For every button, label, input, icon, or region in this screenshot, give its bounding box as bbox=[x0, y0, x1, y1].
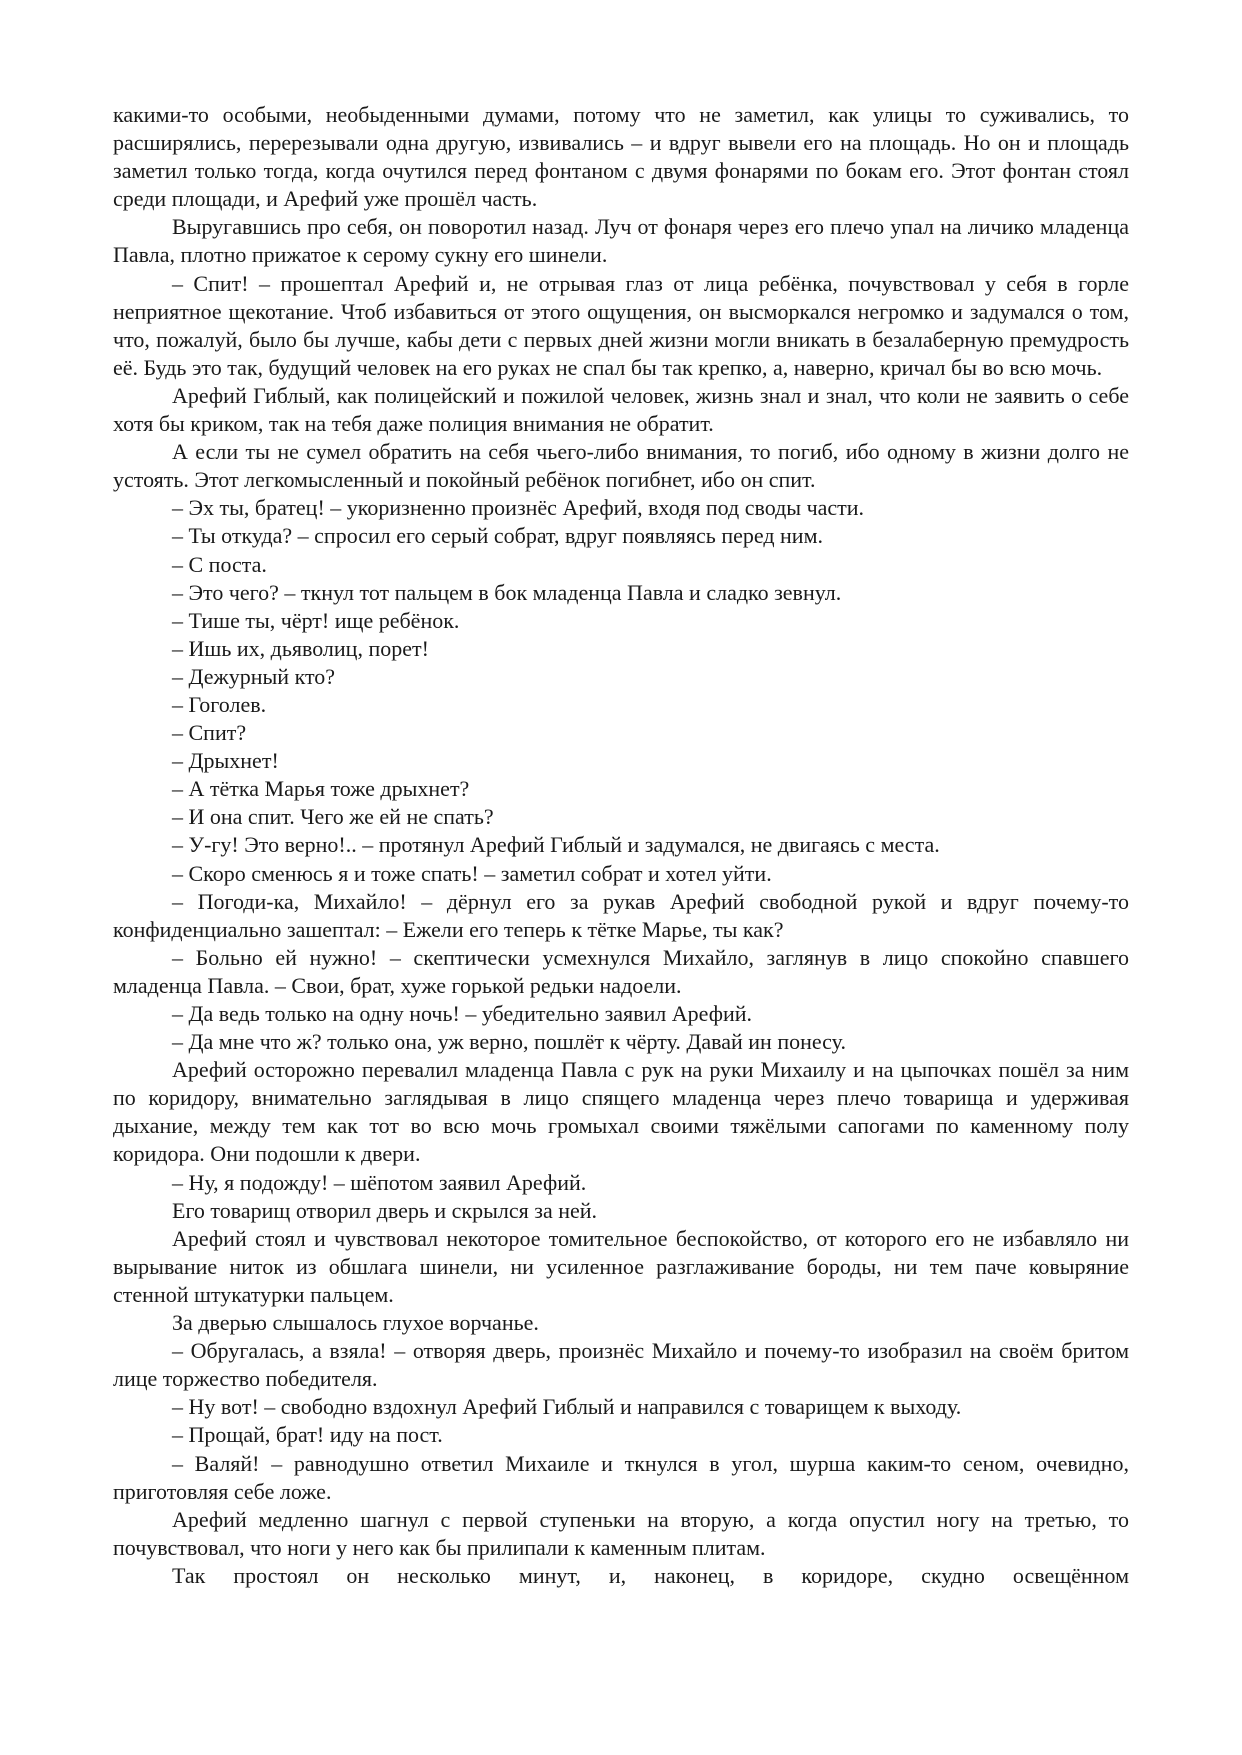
paragraph: – У-гу! Это верно!.. – протянул Арефий Гиблый и задумался, не двигаясь с места. bbox=[172, 832, 940, 858]
paragraph: – Ну, я подожду! – шёпотом заявил Арефий. bbox=[172, 1169, 587, 1195]
paragraph: – Тише ты, чёрт! ище ребёнок. bbox=[172, 607, 460, 633]
paragraph: – Валяй! – равнодушно ответил Михаиле и ткнулся в угол, шурша каким-то сеном, очевидно, приготовляя себе ложе. bbox=[113, 1450, 1129, 1504]
paragraph: – Ну вот! – свободно вздохнул Арефий Гиблый и направился с товарищем к выходу. bbox=[172, 1394, 962, 1420]
paragraph: – Спит? bbox=[172, 720, 247, 746]
paragraph: Так простоял он несколько минут, и, наконец, в коридоре, скудно освещённом bbox=[172, 1562, 1129, 1588]
paragraph: – Скоро сменюсь я и тоже спать! – заметил собрат и хотел уйти. bbox=[172, 860, 772, 886]
paragraph: – И она спит. Чего же ей не спать? bbox=[172, 804, 494, 830]
paragraph: Его товарищ отворил дверь и скрылся за ней. bbox=[172, 1197, 598, 1223]
paragraph: – Да ведь только на одну ночь! – убедительно заявил Арефий. bbox=[172, 1001, 753, 1026]
paragraph: – Спит! – прошептал Арефий и, не отрывая глаз от лица ребёнка, почувствовал у себя в горле неприятное щекотание. Чтоб избавиться от этого ощущения, он высморкался негромко и задумался о том, что, пожалуй, было бы лучше, кабы дети с первых дней жизни могли вникать в безалаберную премудрость её. Будь это так, будущий человек на его руках не спал бы так крепко, а, наверно, кричал бы во всю мочь. bbox=[113, 270, 1129, 380]
paragraph: – Гоголев. bbox=[172, 691, 267, 717]
body-text bbox=[113, 101, 1129, 1590]
paragraph: какими-то особыми, необыденными думами, потому что не заметил, как улицы то суживались, то расширялись, перерезывали одна другую, извивались – и вдруг вывели его на площадь. Но он и площадь заметил только тогда, когда очутился перед фонтаном с двумя фонарями по бокам его. Этот фонтан стоял среди площади, и Арефий уже прошёл часть. bbox=[113, 102, 1129, 212]
paragraph: Выругавшись про себя, он поворотил назад. Луч от фонаря через его плечо упал на личико младенца Павла, плотно прижатое к серому сукну его шинели. bbox=[113, 214, 1129, 268]
paragraph: – Дрыхнет! bbox=[172, 748, 279, 774]
paragraph: – С поста. bbox=[172, 551, 267, 577]
paragraph: – Ишь их, дьяволиц, порет! bbox=[172, 635, 429, 661]
paragraph: – Обругалась, а взяла! – отворяя дверь, произнёс Михайло и почему-то изобразил на своём бритом лице торжество победителя. bbox=[113, 1338, 1129, 1392]
paragraph: – Погоди-ка, Михайло! – дёрнул его за рукав Арефий свободной рукой и вдруг почему-то конфиденциально зашептал: – Ежели его теперь к тётке Марье, ты как? bbox=[113, 888, 1129, 942]
paragraph: – А тётка Марья тоже дрыхнет? bbox=[172, 776, 470, 802]
paragraph: За дверью слышалось глухое ворчанье. bbox=[172, 1310, 539, 1336]
paragraph: Арефий Гиблый, как полицейский и пожилой человек, жизнь знал и знал, что коли не заявить о себе хотя бы криком, так на тебя даже полиция внимания не обратит. bbox=[113, 382, 1129, 437]
paragraph: – Это чего? – ткнул тот пальцем в бок младенца Павла и сладко зевнул. bbox=[172, 579, 842, 605]
paragraph: Арефий стоял и чувствовал некоторое томительное беспокойство, от которого его не избавляло ни вырывание ниток из обшлага шинели, ни усиленное разглаживание бороды, ни тем паче ковыряние стенной штукатурки пальцем. bbox=[113, 1225, 1129, 1307]
document-page bbox=[113, 101, 1129, 1731]
paragraph: – Больно ей нужно! – скептически усмехнулся Михайло, заглянув в лицо спокойно спавшего младенца Павла. – Свои, брат, хуже горькой редьки надоели. bbox=[113, 944, 1129, 998]
paragraph: Арефий осторожно перевалил младенца Павла с рук на руки Михаилу и на цыпочках пошёл за ним по коридору, внимательно заглядывая в лицо спящего младенца через плечо товарища и удерживая дыхание, между тем как тот во всю мочь громыхал своими тяжёлыми сапогами по каменному полу коридора. Они подошли к двери. bbox=[113, 1057, 1129, 1167]
paragraph: – Ты откуда? – спросил его серый собрат, вдруг появляясь перед ним. bbox=[172, 523, 823, 549]
paragraph: – Да мне что ж? только она, уж верно, пошлёт к чёрту. Давай ин понесу. bbox=[172, 1029, 846, 1055]
paragraph: А если ты не сумел обратить на себя чьего-либо внимания, то погиб, ибо одному в жизни долго не устоять. Этот легкомысленный и покойный ребёнок погибнет, ибо он спит. bbox=[113, 439, 1129, 493]
paragraph: – Прощай, брат! иду на пост. bbox=[172, 1422, 443, 1448]
paragraph: Арефий медленно шагнул с первой ступеньки на вторую, а когда опустил ногу на третью, то почувствовал, что ноги у него как бы прилипали к каменным плитам. bbox=[113, 1506, 1129, 1560]
paragraph: – Дежурный кто? bbox=[172, 663, 336, 689]
paragraph: – Эх ты, братец! – укоризненно произнёс Арефий, входя под своды части. bbox=[172, 495, 865, 521]
